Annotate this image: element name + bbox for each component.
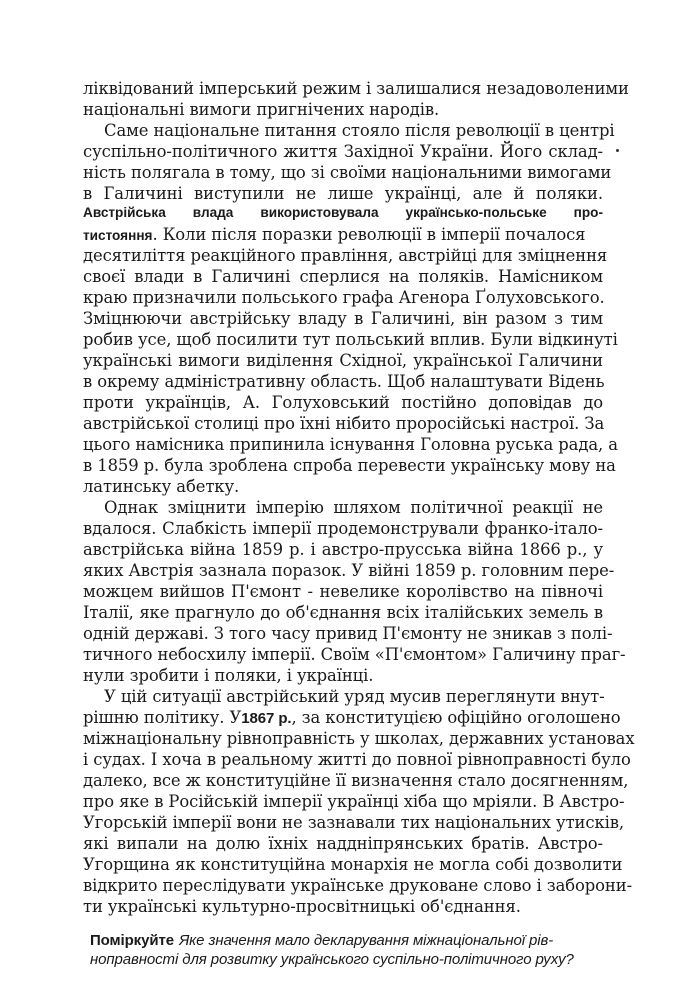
question-label: Поміркуйте — [90, 932, 174, 949]
text-line: нули зробити і поляки, і українці. — [83, 666, 374, 685]
text-line-mixed — [83, 708, 621, 730]
text-line: Зміцнюючи австрійську владу в Галичині, він разом з тим — [83, 309, 603, 328]
text-line: далеко, все ж конституційне її визначення стало досягненням, — [83, 771, 629, 790]
text-line: проти українців, А. Голуховський постійно доповідав до — [83, 393, 603, 412]
text-line: і судах. І хоча в реальному житті до повної рівноправності було — [83, 750, 631, 769]
text-line: латинську абетку. — [83, 477, 240, 496]
text-line: Саме національне питання стояло після революції в центрі — [104, 121, 615, 140]
text-line: ліквідований імперський режим і залишалися незадоволеними — [83, 79, 629, 98]
question-line — [90, 930, 603, 952]
text-fragment: . Коли після поразки революції в імперії почалося — [152, 225, 586, 244]
text-line: відкрито переслідувати українське друковане слово і заборони- — [83, 876, 633, 895]
text-line: цього намісника припинила існування Головна руська рада, а — [83, 435, 618, 454]
text-line: ність полягала в тому, що зі своїми національними вимогами — [83, 163, 612, 182]
text-line: українські вимоги виділення Східної, української Галичини — [83, 351, 603, 370]
highlighted-year: 1867 р. — [241, 710, 292, 727]
text-line: в Галичині виступили не лише українці, але й поляки. — [83, 184, 603, 203]
text-line: Однак зміцнити імперію шляхом політичної реакції не — [104, 498, 603, 517]
text-line-mixed — [83, 225, 603, 247]
text-line: одній державі. З того часу привид П'ємонту не зникав з полі- — [83, 624, 613, 643]
text-line: в 1859 р. була зроблена спроба перевести українську мову на — [83, 456, 616, 475]
text-line: робив усе, щоб посилити тут польський вплив. Були відкинуті — [83, 330, 618, 349]
question-text-line: ноправності для розвитку українського суспільно-політичного руху? — [90, 951, 574, 968]
highlighted-phrase: тистояння — [83, 228, 153, 243]
text-line: австрійська війна 1859 р. і австро-прусська війна 1866 р., у — [83, 540, 603, 559]
text-line: своєї влади в Галичині сперлися на поляків. Намісником — [83, 267, 603, 286]
text-line: тичного небосхилу імперії. Своїм «П'ємонтом» Галичину праг- — [83, 645, 626, 664]
text-line: міжнаціональну рівноправність у школах, державних установах — [83, 729, 635, 748]
text-line: Угорській імперії вони не зазнавали тих національних утисків, — [83, 813, 624, 832]
text-line: Італії, яке прагнуло до об'єднання всіх італійських земель в — [83, 603, 603, 622]
text-fragment: рішню політику. У — [83, 708, 242, 727]
text-line: які випали на долю їхніх наддніпрянських братів. Австро- — [83, 834, 603, 853]
scan-speck — [616, 149, 619, 152]
text-line: австрійської столиці про їхні нібито проросійські настрої. За — [83, 414, 605, 433]
text-line: яких Австрія зазнала поразок. У війні 1859 р. головним пере- — [83, 561, 615, 580]
text-line: про яке в Російській імперії українці хіба що мріяли. В Австро- — [83, 792, 625, 811]
text-line: в окрему адміністративну область. Щоб налаштувати Відень — [83, 372, 605, 391]
text-line: краю призначили польського графа Агенора Ґолуховського. — [83, 288, 605, 307]
text-fragment: , за конституцією офіційно оголошено — [291, 708, 621, 727]
text-line: десятиліття реакційного правління, австрійці для зміцнення — [83, 246, 608, 265]
text-line: можцем вийшов П'ємонт - невелике королівство на півночі — [83, 582, 603, 601]
text-line: вдалося. Слабкість імперії продемонстрували франко-італо- — [83, 519, 603, 538]
text-line: національні вимоги пригнічених народів. — [83, 100, 440, 119]
highlighted-text-line: Австрійська влада використовувала українсько-польське про- — [83, 205, 603, 220]
question-text: Яке значення мало декларування міжнаціональної рів- — [179, 932, 554, 949]
text-line: У цій ситуації австрійський уряд мусив переглянути внут- — [104, 687, 605, 706]
text-line: Угорщина як конституційна монархія не могла собі дозволити — [83, 855, 623, 874]
text-line: суспільно-політичного життя Західної України. Його склад- — [83, 142, 603, 161]
text-line: ти українські культурно-просвітницькі об'єднання. — [83, 897, 521, 916]
